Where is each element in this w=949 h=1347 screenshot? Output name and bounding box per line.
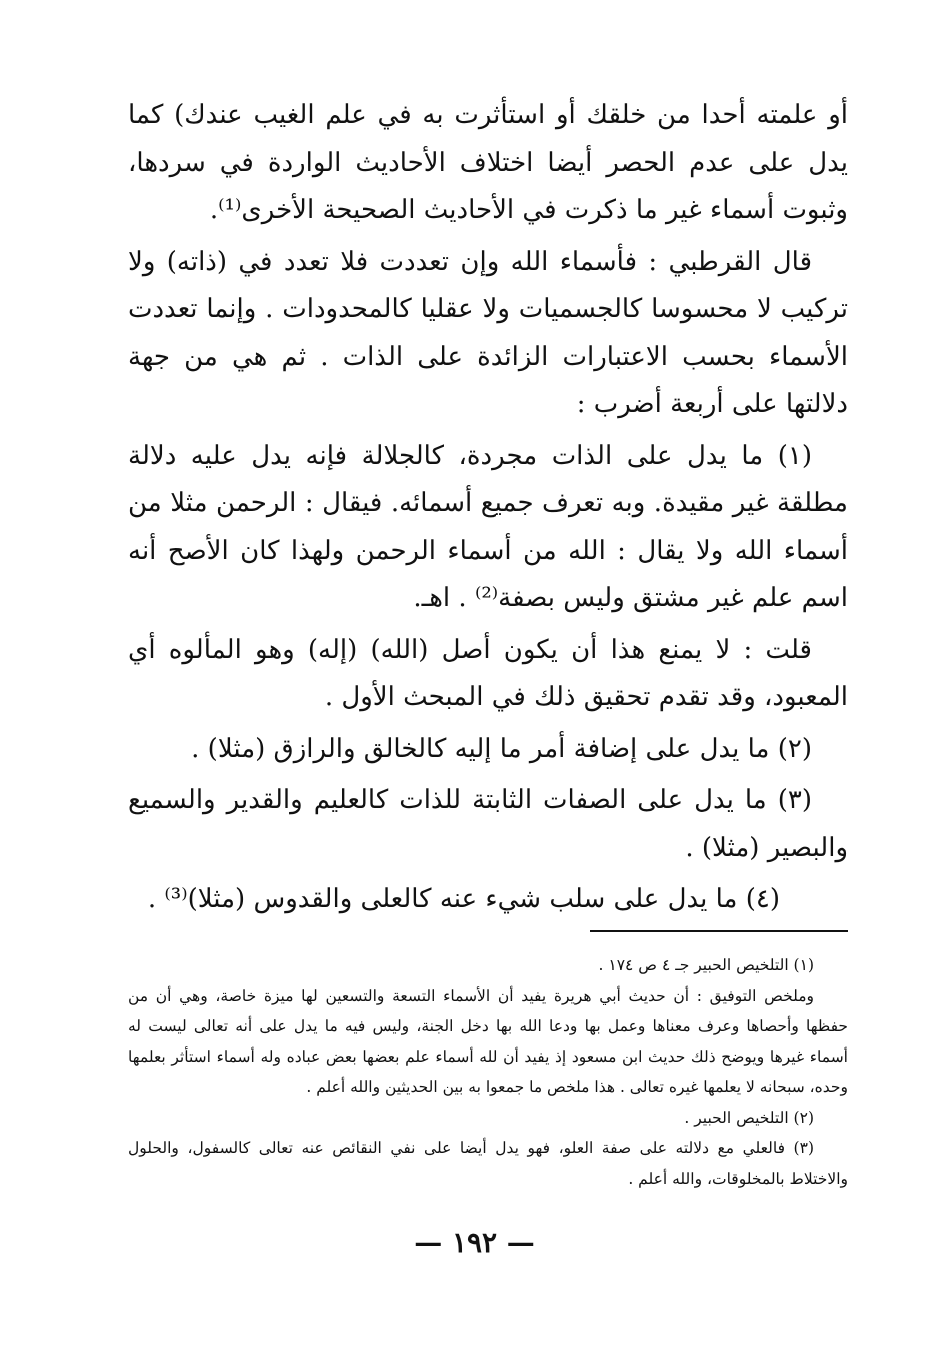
footnotes xyxy=(128,950,848,1194)
paragraph-qultu: قلت : لا يمنع هذا أن يكون أصل (الله) (إله) وهو المألوه أي المعبود، وقد تقدم تحقيق ذلك في المبحث الأول . xyxy=(128,634,848,712)
footnote-1: (١) التلخيص الحبير جـ ٤ ص ١٧٤ . xyxy=(598,956,814,974)
footnote-separator xyxy=(590,930,848,932)
paragraph-qurtubi: قال القرطبي : فأسماء الله وإن تعددت فلا تعدد في (ذاته) ولا تركيب لا محسوسا كالجسميات ولا عقليا كالمحدودات . وإنما تعددت الأسماء بحسب الاعتبارات الزائدة على الذات . ثم هي من جهة دلالتها على أربعة أضرب : xyxy=(128,246,848,419)
paragraph-point-3: (٣) ما يدل على الصفات الثابتة للذات كالعليم والقدير والسميع والبصير (مثلا) . xyxy=(128,785,848,863)
paragraph-point-4: (٤) ما يدل على سلب شيء عنه كالعلى والقدوس (مثلا)⁽³⁾ . xyxy=(147,884,780,914)
footnote-3: (٣) فالعلي مع دلالته على صفة العلو، فهو يدل أيضا على نفي النقائص عنه تعالى كالسفول، والحلول والاختلاط بالمخلوقات، والله أعلم . xyxy=(128,1139,848,1188)
paragraph-point-2: (٢) ما يدل على إضافة أمر ما إليه كالخالق والرازق (مثلا) . xyxy=(191,733,812,764)
footnote-2: (٢) التلخيص الحبير . xyxy=(684,1108,814,1127)
paragraph-1: أو علمته أحدا من خلقك أو استأثرت به في علم الغيب عندك) كما يدل على عدم الحصر أيضا اختلاف الأحاديث الواردة في سردها، وثبوت أسماء غير ما ذكرت في الأحاديث الصحيحة الأخرى⁽¹⁾. xyxy=(128,100,848,225)
main-text xyxy=(128,92,848,928)
footnote-1-continuation: وملخص التوفيق : أن حديث أبي هريرة يفيد أن الأسماء التسعة والتسعين لها ميزة خاصة، وهي أن من حفظها وأحصاها وعرف معناها وعمل بها ودعا الله بها دخل الجنة، وليس فيه ما يدل على أنه تعالى ليست له أسماء غيرها ويوضح ذلك حديث ابن مسعود إذ يفيد أن لله أسماء علم بعضها بعض عباده وله أسماء استأثر بعلمها وحده، سبحانه لا يعلمها غيره تعالى . هذا ملخص ما جمعوا به بين الحديثين والله أعلم . xyxy=(128,986,848,1096)
paragraph-point-1: (١) ما يدل على الذات مجردة، كالجلالة فإنه يدل عليه دلالة مطلقة غير مقيدة. وبه تعرف جميع أسمائه. فيقال : الرحمن مثلا من أسماء الله ولا يقال : الله من أسماء الرحمن ولهذا كان الأصح أنه اسم علم غير مشتق وليس بصفة⁽²⁾ . اهـ. xyxy=(128,440,848,613)
page-number: — ١٩٢ — xyxy=(414,1226,535,1259)
